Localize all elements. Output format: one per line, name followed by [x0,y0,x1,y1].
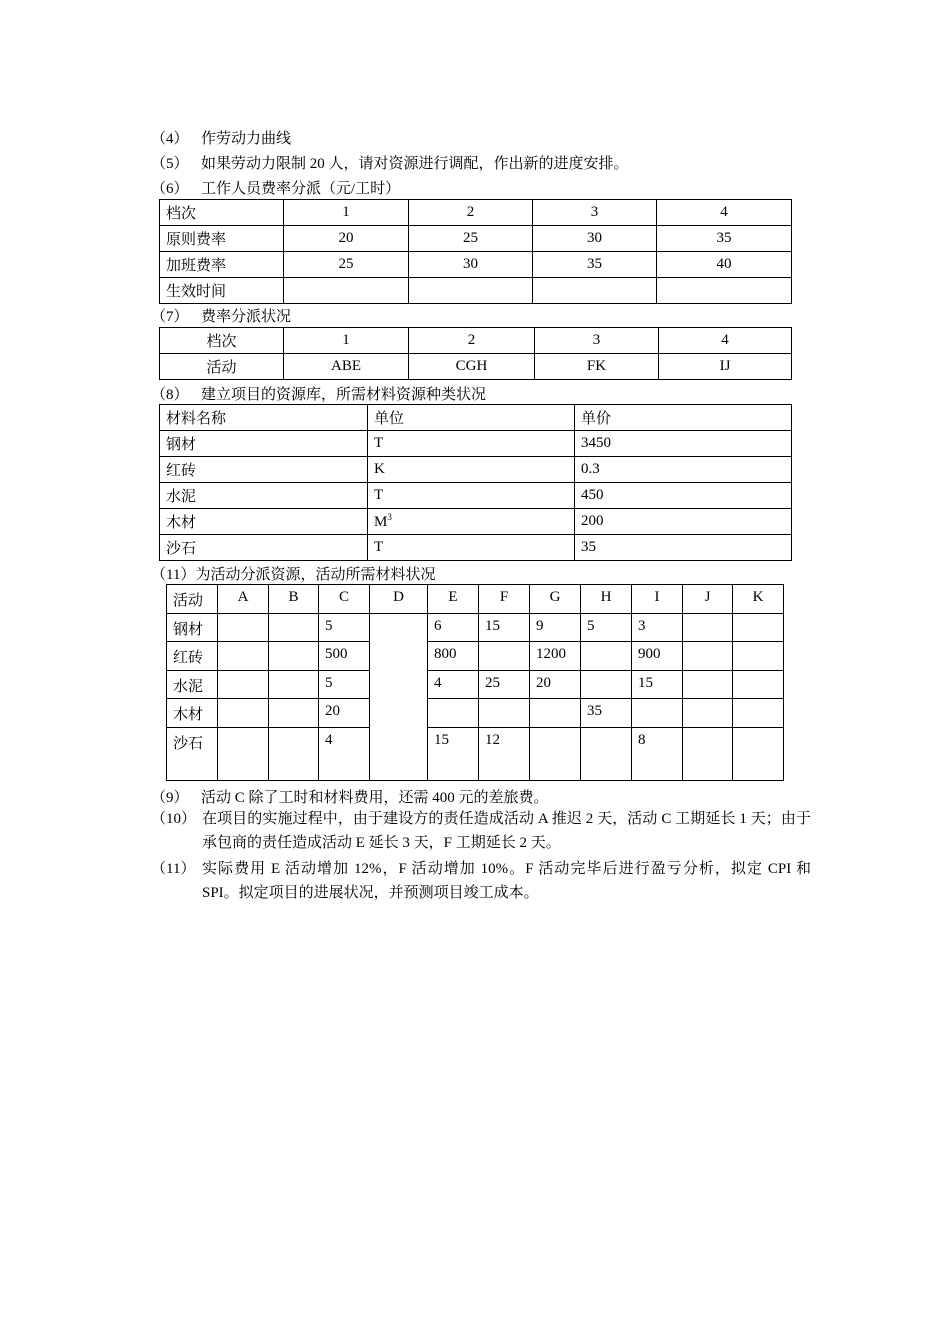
table-row [160,457,792,483]
header-cell: 2 [409,328,535,354]
item-text: 建立项目的资源库，所需材料资源种类状况 [201,387,487,403]
table-cell [479,699,530,728]
header-cell: A [218,585,269,614]
table-cell [530,728,581,781]
table-cell [284,278,409,304]
table-cell [530,699,581,728]
table-cell: 9 [530,614,581,642]
table-cell [683,614,733,642]
table-cell: 12 [479,728,530,781]
table-cell: 35 [657,226,792,252]
table-cell: 20 [319,699,370,728]
table-row [160,431,792,457]
item-5 [151,152,629,173]
rate-table [159,199,792,304]
table-cell [581,642,632,671]
table-cell: 4 [319,728,370,781]
table-cell: 35 [533,252,657,278]
table-cell: 8 [632,728,683,781]
item-number: （5） [151,156,189,172]
header-cell: 4 [657,200,792,226]
table-cell [269,699,319,728]
header-cell: B [269,585,319,614]
table-cell: CGH [409,354,535,380]
table-header-row [160,200,792,226]
table-cell [218,614,269,642]
header-cell: 2 [409,200,533,226]
material-unit: T [368,431,575,457]
header-cell: 材料名称 [160,405,368,431]
table-row [160,483,792,509]
header-cell: E [428,585,479,614]
item-7 [151,305,291,326]
row-label: 生效时间 [160,278,284,304]
table-cell: 20 [530,671,581,699]
row-label: 沙石 [167,728,218,781]
table-cell: 900 [632,642,683,671]
material-name: 红砖 [160,457,368,483]
table-cell: 25 [479,671,530,699]
header-cell: J [683,585,733,614]
header-cell: 1 [284,200,409,226]
item-text: 在项目的实施过程中，由于建设方的责任造成活动 A 推迟 2 天，活动 C 工期延长 1 天；由于承包商的责任造成活动 E 延长 3 天，F 工期延长 2 天。 [202,811,811,851]
table-cell: 40 [657,252,792,278]
item-text: 如果劳动力限制 20 人，请对资源进行调配，作出新的进度安排。 [201,156,629,172]
table-cell [683,699,733,728]
item-text: 费率分派状况 [201,309,292,325]
material-name: 钢材 [160,431,368,457]
table-cell [269,728,319,781]
table-cell: 15 [479,614,530,642]
material-price: 200 [575,509,792,535]
material-price: 35 [575,535,792,561]
header-cell: F [479,585,530,614]
row-label: 活动 [160,354,284,380]
unit-superscript: 3 [387,512,392,522]
table-cell: 6 [428,614,479,642]
header-cell: C [319,585,370,614]
table-cell: 5 [319,671,370,699]
table-cell [683,642,733,671]
table-row [160,535,792,561]
table-row [160,226,792,252]
header-cell: 3 [533,200,657,226]
item-10 [151,807,811,855]
table-cell-merged-d [370,614,428,781]
item-number: （4） [151,131,189,147]
table-cell [218,699,269,728]
material-name: 水泥 [160,483,368,509]
table-cell [269,642,319,671]
header-cell: 单位 [368,405,575,431]
table-row [167,699,784,728]
material-price: 3450 [575,431,792,457]
row-label: 木材 [167,699,218,728]
table-cell [218,728,269,781]
table-cell: 5 [319,614,370,642]
item-number: （10） [151,811,197,827]
table-row [160,278,792,304]
table-cell: 1200 [530,642,581,671]
table-cell [683,728,733,781]
table-cell [269,614,319,642]
table-cell: 4 [428,671,479,699]
table-cell [269,671,319,699]
table-cell: IJ [659,354,792,380]
activity-material-table [166,584,784,781]
item-number: （8） [151,387,189,403]
table-cell [218,671,269,699]
header-cell: 活动 [167,585,218,614]
item-text: 作劳动力曲线 [201,131,292,147]
table-cell: 3 [632,614,683,642]
item-number: （7） [151,309,189,325]
table-cell [733,728,784,781]
item-text: 实际费用 E 活动增加 12%，F 活动增加 10%。F 活动完毕后进行盈亏分析，拟定 CPI 和 SPI。拟定项目的进展状况，并预测项目竣工成本。 [202,861,811,901]
material-price: 0.3 [575,457,792,483]
table-cell [428,699,479,728]
table-cell [218,642,269,671]
table-cell: 20 [284,226,409,252]
table-cell [733,642,784,671]
item-6 [151,177,400,198]
header-cell: 档次 [160,328,284,354]
table-row [160,354,792,380]
table-cell [533,278,657,304]
table-cell [632,699,683,728]
material-table [159,404,792,561]
table-row [160,509,792,535]
table-cell: 5 [581,614,632,642]
table-cell: 25 [409,226,533,252]
table-cell [479,642,530,671]
header-cell: 档次 [160,200,284,226]
table-header-row [160,328,792,354]
item-9 [151,786,549,807]
table-cell: 500 [319,642,370,671]
table-cell [733,671,784,699]
table-cell: 15 [428,728,479,781]
table-cell: 30 [409,252,533,278]
item-text: （11）为活动分派资源，活动所需材料状况 [151,567,436,583]
row-label: 原则费率 [160,226,284,252]
material-unit: K [368,457,575,483]
table-header-row [160,405,792,431]
table-row [167,642,784,671]
table-cell: 35 [581,699,632,728]
table-cell [683,671,733,699]
table-header-row [167,585,784,614]
header-cell: H [581,585,632,614]
item-11-heading [151,563,435,584]
unit-text: M [374,514,388,530]
header-cell: 4 [659,328,792,354]
header-cell: D [370,585,428,614]
row-label: 水泥 [167,671,218,699]
table-cell: ABE [284,354,409,380]
table-row [160,252,792,278]
table-row [167,728,784,781]
header-cell: 1 [284,328,409,354]
material-name: 木材 [160,509,368,535]
table-cell: 800 [428,642,479,671]
header-cell: I [632,585,683,614]
item-text: 工作人员费率分派（元/工时） [201,181,401,197]
item-11 [151,857,811,905]
item-4 [151,127,291,148]
item-text: 活动 C 除了工时和材料费用，还需 400 元的差旅费。 [201,790,549,806]
item-8 [151,383,486,404]
rate-assignment-table [159,327,792,380]
table-cell [581,728,632,781]
table-cell [409,278,533,304]
table-cell: 30 [533,226,657,252]
material-unit: T [368,483,575,509]
table-cell [733,699,784,728]
table-cell [581,671,632,699]
material-price: 450 [575,483,792,509]
table-cell [733,614,784,642]
header-cell: G [530,585,581,614]
table-row [167,671,784,699]
table-cell [657,278,792,304]
material-unit [368,509,575,535]
table-row [167,614,784,642]
table-cell: 15 [632,671,683,699]
material-unit: T [368,535,575,561]
table-cell: 25 [284,252,409,278]
material-name: 沙石 [160,535,368,561]
row-label: 加班费率 [160,252,284,278]
item-number: （9） [151,790,189,806]
row-label: 红砖 [167,642,218,671]
header-cell: 单价 [575,405,792,431]
header-cell: 3 [535,328,659,354]
header-cell: K [733,585,784,614]
item-number: （11） [151,861,196,877]
table-cell: FK [535,354,659,380]
item-number: （6） [151,181,189,197]
row-label: 钢材 [167,614,218,642]
